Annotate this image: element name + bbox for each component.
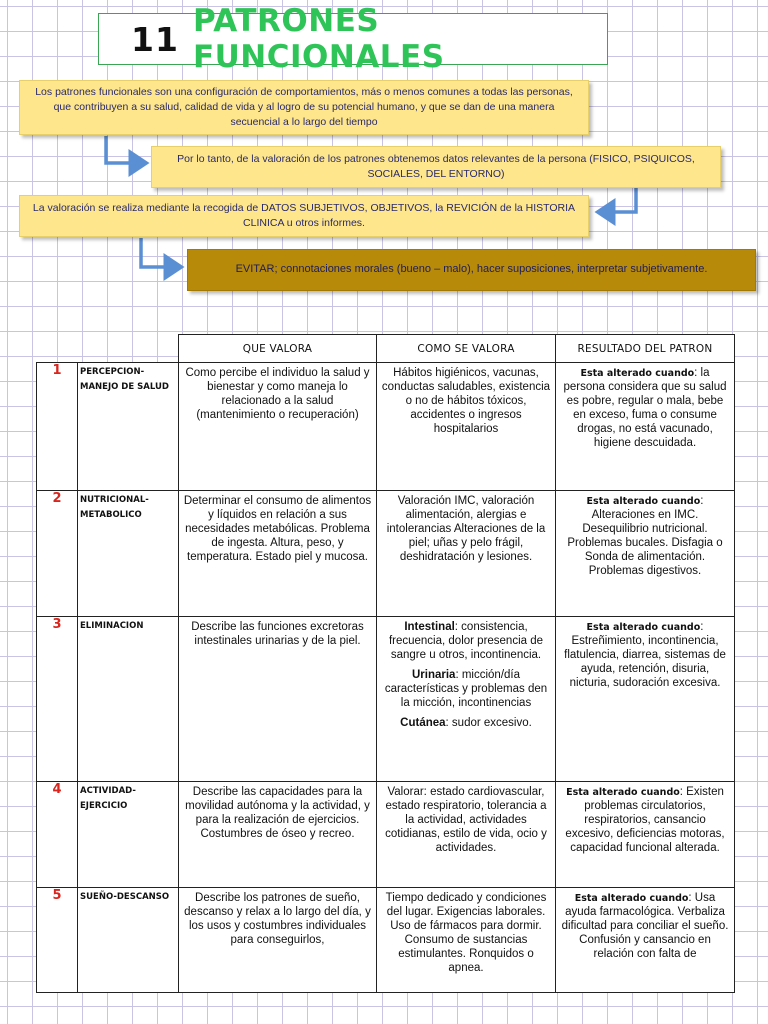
resultado-text: : Estreñimiento, incontinencia, flatulencia, diarrea, sistemas de ayuda, retención, disuria, nicturia, sudoración excesiva. (564, 621, 726, 690)
urinaria-label: Urinaria (411, 669, 456, 682)
como-valora-cell (377, 617, 556, 782)
avoid-note (187, 249, 756, 291)
pattern-number: 4 (37, 782, 78, 888)
intro-note (19, 80, 589, 135)
table-row (37, 782, 735, 888)
altered-label: Esta alterado cuando (574, 893, 689, 904)
resultado-cell (556, 491, 735, 617)
header-que-valora: QUE VALORA (179, 335, 377, 363)
que-valora-cell: Describe las capacidades para la movilidad autónoma y la actividad, y para la realización de ejercicios. Costumbres de óseo y recreo. (179, 782, 377, 888)
collection-text: La valoración se realiza mediante la recogida de DATOS SUBJETIVOS, OBJETIVOS, la REVICIÓN de la HISTORIA CLINICA u otros informes. (32, 202, 576, 229)
como-valora-cell: Tiempo dedicado y condiciones del lugar. Exigencias laborales. Uso de fármacos para dormir. Consumo de sustancias estimulantes. Ronquidos o apnea. (377, 888, 556, 993)
intestinal-block (381, 620, 551, 662)
como-valora-cell: Valorar: estado cardiovascular, estado respiratorio, tolerancia a la actividad, actividades cotidianas, estilo de vida, ocio y actividades. (377, 782, 556, 888)
pattern-number: 1 (37, 363, 78, 491)
title-number: 11 (131, 19, 179, 59)
urinaria-text: : micción/día características y problemas den la micción, incontinencias (384, 669, 548, 710)
resultado-text: : Existen problemas circulatorios, respiratorios, cansancio excesivo, deficiencias motoras, capacidad funcional alterada. (565, 786, 725, 855)
pattern-name: SUEÑO-DESCANSO (78, 888, 179, 993)
intestinal-text: : consistencia, frecuencia, dolor presencia de sangre u otros, incontinencia. (388, 621, 544, 662)
table-row (37, 363, 735, 491)
data-note (151, 146, 721, 188)
patterns-table (36, 334, 735, 993)
como-valora-cell: Hábitos higiénicos, vacunas, conductas saludables, existencia o no de hábitos tóxicos, accidentes o ingresos hospitalarios (377, 363, 556, 491)
table-row (37, 888, 735, 993)
altered-label: Esta alterado cuando (586, 622, 701, 633)
resultado-text: : la persona considera que su salud es pobre, regular o mala, bebe en exceso, fuma o consume drogas, no está vacunado, higiene descuidada. (563, 367, 727, 450)
pattern-number: 2 (37, 491, 78, 617)
data-text: Por lo tanto, de la valoración de los patrones obtenemos datos relevantes de la persona (FISICO, PSIQUICOS, SOCIALES, DEL ENTORNO) (177, 153, 695, 180)
cutanea-label: Cutánea (400, 717, 446, 730)
pattern-name: ACTIVIDAD-EJERCICIO (78, 782, 179, 888)
table-row (37, 491, 735, 617)
que-valora-cell: Como percibe el individuo la salud y bienestar y como maneja lo relacionado a la salud (mantenimiento o recuperación) (179, 363, 377, 491)
pattern-number: 5 (37, 888, 78, 993)
pattern-name: PERCEPCION-MANEJO DE SALUD (78, 363, 179, 491)
header-resultado: RESULTADO DEL PATRON (556, 335, 735, 363)
que-valora-cell: Describe las funciones excretoras intestinales urinarias y de la piel. (179, 617, 377, 782)
resultado-cell (556, 888, 735, 993)
table-row (37, 617, 735, 782)
collection-note (19, 195, 589, 237)
altered-label: Esta alterado cuando (586, 496, 701, 507)
cutanea-block (381, 716, 551, 730)
resultado-cell (556, 617, 735, 782)
altered-label: Esta alterado cuando (566, 787, 680, 798)
pattern-number: 3 (37, 617, 78, 782)
resultado-text: : Alteraciones en IMC. Desequilibrio nutricional. Problemas bucales. Disfagia o Sonda de alimentación. Problemas digestivos. (567, 495, 723, 578)
arrow-2-icon (598, 188, 636, 212)
page-title: PATRONES FUNCIONALES (192, 3, 445, 75)
pattern-name: ELIMINACION (78, 617, 179, 782)
urinaria-block (381, 668, 551, 710)
avoid-text: EVITAR; connotaciones morales (bueno – malo), hacer suposiciones, interpretar subjetivamente. (235, 263, 708, 276)
intro-text: Los patrones funcionales son una configuración de comportamientos, más o menos comunes a todas las personas, que contribuyen a su salud, calidad de vida y al logro de su potencial humano, y que se dan de una manera secuencial a lo largo del tiempo (35, 86, 573, 128)
resultado-cell (556, 363, 735, 491)
como-valora-cell: Valoración IMC, valoración alimentación, alergias e intolerancias Alteraciones de la piel; uñas y pelo frágil, deshidratación y lesiones. (377, 491, 556, 617)
table-header-row (37, 335, 735, 363)
header-como-se-valora: COMO SE VALORA (377, 335, 556, 363)
que-valora-cell: Determinar el consumo de alimentos y líquidos en relación a sus necesidades metabólicas. Problema de ingesta. Altura, peso, y temperatura. Estado piel y mucosa. (179, 491, 377, 617)
resultado-text: : Usa ayuda farmacológica. Verbaliza dificultad para conciliar el sueño. Confusión y cansancio en relación con falta de (561, 892, 729, 961)
intestinal-label: Intestinal (404, 621, 455, 633)
arrow-1-icon (106, 136, 146, 163)
que-valora-cell: Describe los patrones de sueño, descanso y relax a lo largo del día, y los usos y costumbres individuales para conseguirlos, (179, 888, 377, 993)
altered-label: Esta alterado cuando (580, 368, 695, 379)
pattern-name: NUTRICIONAL-METABOLICO (78, 491, 179, 617)
resultado-cell (556, 782, 735, 888)
cutanea-text: : sudor excesivo. (445, 717, 532, 730)
title-box (98, 3, 608, 75)
arrow-3-icon (141, 238, 181, 267)
